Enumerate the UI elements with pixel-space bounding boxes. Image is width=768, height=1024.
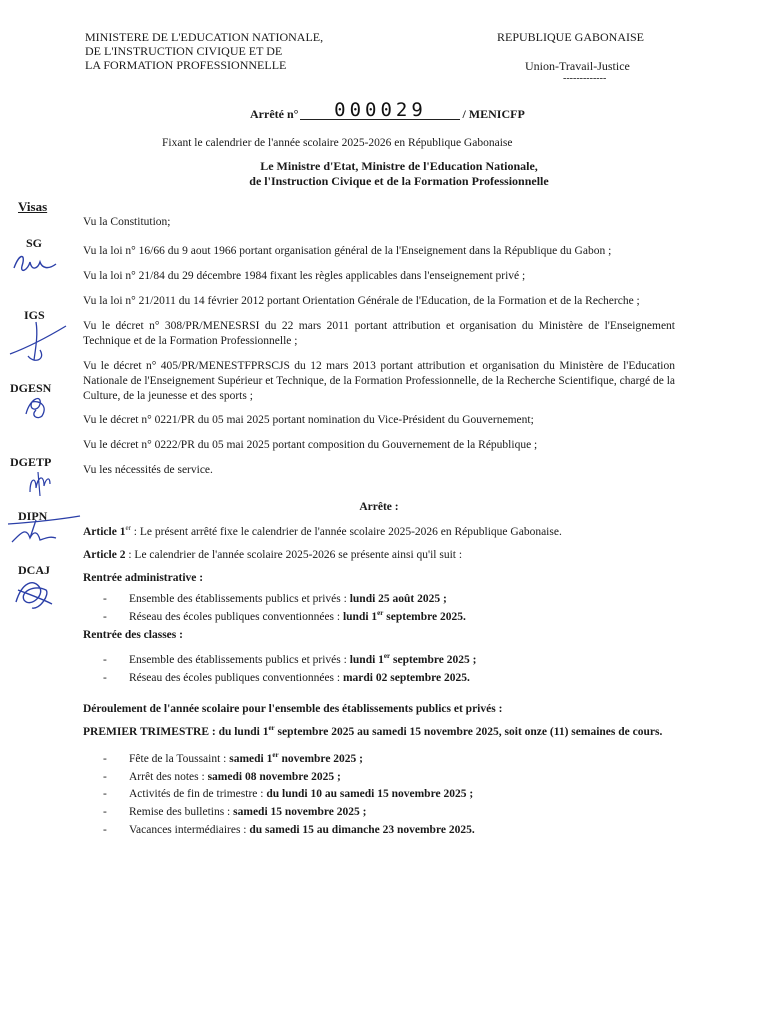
motto-divider: -------------	[563, 73, 607, 84]
vu-decret-405: Vu le décret n° 405/PR/MENESTFPRSCJS du 12 mars 2013 portant attribution et organisation du Ministère de l'Education Nationale de l'Enseignement Supérieur et Technique, de la Formation Professionnelle, de la Recherche Scientifique, chargé de la Culture, de la jeunesse et des sports ;	[83, 359, 675, 402]
list-item: - Fête de la Toussaint : samedi 1er novembre 2025 ;	[129, 752, 675, 767]
article-1: Article 1er : Le présent arrêté fixe le calendrier de l'année scolaire 2025-2026 en République Gabonaise.	[83, 524, 562, 539]
article-2: Article 2 : Le calendrier de l'année scolaire 2025-2026 se présente ainsi qu'il suit :	[83, 549, 463, 562]
rentree-classes-heading: Rentrée des classes :	[83, 628, 183, 641]
list-item: - Vacances intermédiaires : du samedi 15 au dimanche 23 novembre 2025.	[129, 823, 675, 838]
initial-signature-dgesn	[20, 392, 56, 422]
list-item: - Réseau des écoles publiques conventionnées : mardi 02 septembre 2025.	[129, 671, 675, 686]
arrete-number: 000029	[300, 101, 460, 120]
arrete-suffix: / MENICFP	[462, 107, 525, 122]
republic-title: REPUBLIQUE GABONAISE	[497, 30, 644, 44]
sidebar-label-dcaj: DCAJ	[18, 563, 50, 577]
minister-line-2: de l'Instruction Civique et de la Formation Professionnelle	[249, 174, 549, 188]
vu-decret-0221: Vu le décret n° 0221/PR du 05 mai 2025 portant nomination du Vice-Président du Gouvernement;	[83, 414, 534, 427]
vu-decret-308: Vu le décret n° 308/PR/MENESRSI du 22 mars 2011 portant attribution et organisation du Ministère de l'Enseignement Technique et de la Formation Professionnelle ;	[83, 319, 675, 347]
arrete-number-line	[250, 101, 525, 123]
arrete-label: Arrêté n°	[250, 107, 299, 122]
list-item: - Remise des bulletins : samedi 15 novembre 2025 ;	[129, 805, 675, 820]
vu-necessites: Vu les nécessités de service.	[83, 464, 213, 477]
list-item: - Réseau des écoles publiques conventionnées : lundi 1er septembre 2025.	[129, 610, 675, 625]
rentree-administrative-heading: Rentrée administrative :	[83, 572, 204, 585]
list-item: - Activités de fin de trimestre : du lundi 10 au samedi 15 novembre 2025 ;	[129, 787, 675, 802]
ministry-line-3: LA FORMATION PROFESSIONNELLE	[85, 58, 287, 72]
ministry-line-2: DE L'INSTRUCTION CIVIQUE ET DE	[85, 44, 283, 58]
vu-decret-0222: Vu le décret n° 0222/PR du 05 mai 2025 portant composition du Gouvernement de la République ;	[83, 439, 538, 452]
sidebar-label-dgesn: DGESN	[10, 381, 52, 395]
initial-signature-sg	[10, 250, 60, 278]
minister-title	[0, 159, 768, 189]
sidebar-label-dipn: DIPN	[18, 509, 48, 523]
initial-signature-dipn	[6, 512, 82, 546]
initial-signature-dgetp	[24, 468, 54, 498]
visas-heading: Visas	[18, 199, 48, 214]
national-motto: Union-Travail-Justice	[525, 59, 630, 73]
ministry-line-1: MINISTERE DE L'EDUCATION NATIONALE,	[85, 30, 324, 44]
ministry-header	[85, 30, 323, 72]
list-item: - Ensemble des établissements publics et privés : lundi 25 août 2025 ;	[129, 592, 675, 607]
sidebar-label-igs: IGS	[24, 308, 45, 322]
vu-loi-16-66: Vu la loi n° 16/66 du 9 aout 1966 portant organisation général de la l'Enseignement dans la République du Gabon ;	[83, 244, 612, 257]
list-item: - Arrêt des notes : samedi 08 novembre 2025 ;	[129, 770, 675, 785]
minister-line-1: Le Ministre d'Etat, Ministre de l'Education Nationale,	[260, 159, 538, 173]
rentree-classes-list	[83, 653, 675, 686]
trimestre-events-list	[83, 752, 675, 839]
document-body	[83, 215, 675, 841]
list-item: - Ensemble des établissements publics et privés : lundi 1er septembre 2025 ;	[129, 653, 675, 668]
initial-signature-dcaj	[10, 574, 56, 614]
initial-signature-igs	[6, 320, 70, 366]
arrete-heading: Arrête :	[359, 501, 399, 514]
arrete-subject: Fixant le calendrier de l'année scolaire 2025-2026 en République Gabonaise	[162, 137, 513, 149]
sidebar-label-sg: SG	[26, 236, 43, 250]
premier-trimestre: PREMIER TRIMESTRE : du lundi 1er septembre 2025 au samedi 15 novembre 2025, soit onze (11) semaines de cours.	[83, 723, 663, 738]
sidebar-label-dgetp: DGETP	[10, 455, 52, 469]
deroulement-heading: Déroulement de l'année scolaire pour l'ensemble des établissements publics et privés :	[83, 702, 503, 715]
vu-loi-21-84: Vu la loi n° 21/84 du 29 décembre 1984 fixant les règles applicables dans l'enseignement privé ;	[83, 269, 526, 282]
vu-constitution: Vu la Constitution;	[83, 216, 171, 228]
vu-loi-21-2011: Vu la loi n° 21/2011 du 14 février 2012 portant Orientation Générale de l'Education, de la Formation et de la Recherche ;	[83, 294, 640, 307]
rentree-administrative-list	[83, 592, 675, 625]
